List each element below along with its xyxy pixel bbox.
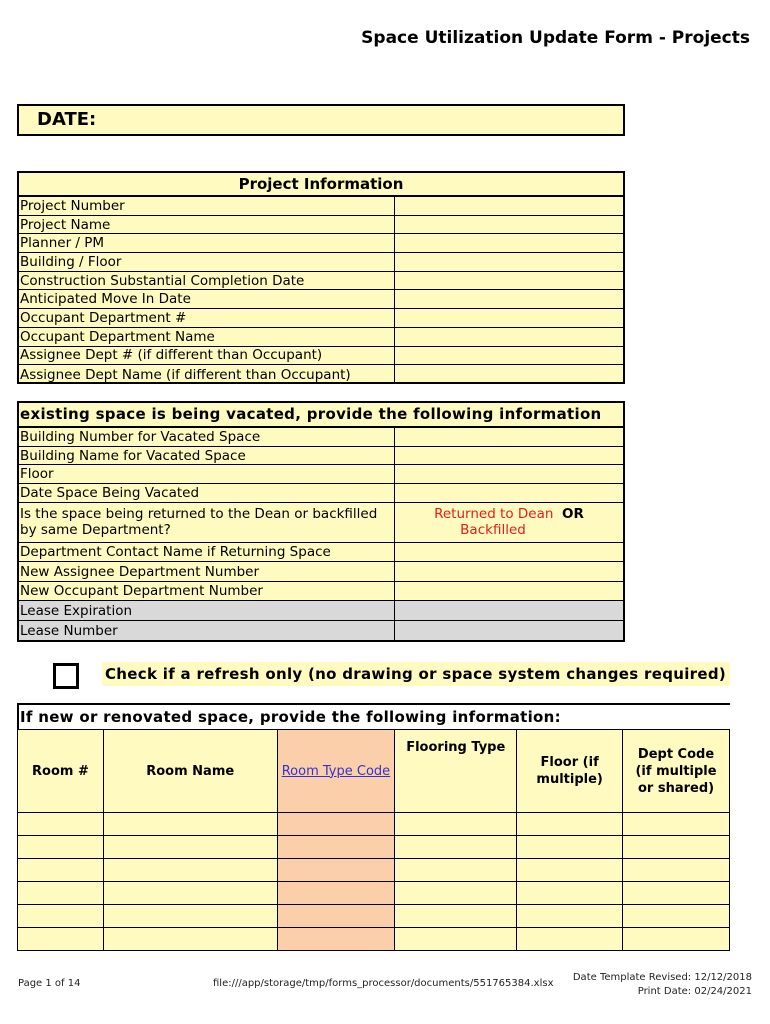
building-floor-row	[19, 253, 623, 272]
table-row	[18, 905, 730, 928]
table-row	[18, 928, 730, 951]
floor-cell[interactable]	[517, 905, 623, 928]
room-number-cell[interactable]	[18, 928, 104, 951]
row-label: Date Space Being Vacated	[19, 484, 395, 502]
flooring-type-col-header	[395, 730, 517, 813]
room-number-cell[interactable]	[18, 836, 104, 859]
row-label: New Assignee Department Number	[19, 562, 395, 581]
project-number-input[interactable]	[395, 197, 623, 215]
date-label: DATE:	[37, 109, 97, 130]
dept-header-line-1: Dept Code	[637, 746, 715, 762]
row-label: Lease Number	[19, 621, 395, 640]
project-number-row	[19, 197, 623, 216]
flooring-type-cell[interactable]	[395, 859, 517, 882]
vacated-date-row	[19, 484, 623, 503]
new-assignee-row	[19, 562, 623, 582]
planner-pm-input[interactable]	[395, 234, 623, 252]
assignee-dept-name-row	[19, 365, 623, 384]
project-info-header: Project Information	[19, 173, 623, 197]
building-floor-input[interactable]	[395, 253, 623, 271]
planner-pm-row	[19, 234, 623, 253]
move-in-date-row	[19, 290, 623, 309]
room-name-cell[interactable]	[103, 882, 277, 905]
row-label: Building Number for Vacated Space	[19, 428, 395, 446]
lease-number-input[interactable]	[395, 621, 623, 640]
page-number: Page 1 of 14	[18, 978, 81, 989]
new-occupant-input[interactable]	[395, 582, 623, 601]
room-type-code-cell[interactable]	[277, 905, 395, 928]
question-line-1: Is the space being returned to the Dean or backfilled	[20, 506, 378, 523]
lease-number-row	[19, 621, 623, 640]
return-or-backfill-choice[interactable]	[395, 503, 623, 542]
flooring-type-label: Flooring Type	[406, 740, 506, 755]
project-info-rows	[19, 197, 623, 384]
dept-contact-row	[19, 543, 623, 563]
flooring-type-cell[interactable]	[395, 928, 517, 951]
room-table	[17, 729, 730, 951]
new-occupant-row	[19, 582, 623, 602]
refresh-only-label: Check if a refresh only (no drawing or space system changes required)	[102, 662, 730, 686]
floor-cell[interactable]	[517, 859, 623, 882]
table-row	[18, 813, 730, 836]
room-type-code-cell[interactable]	[277, 859, 395, 882]
room-type-code-cell[interactable]	[277, 882, 395, 905]
dept-code-col-header	[623, 730, 730, 813]
dept-header-line-3: or shared)	[637, 780, 715, 796]
row-label: Lease Expiration	[19, 601, 395, 620]
flooring-type-cell[interactable]	[395, 836, 517, 859]
row-label: Construction Substantial Completion Date	[19, 272, 395, 290]
returned-to-dean-option[interactable]: Returned to Dean	[434, 505, 554, 522]
room-type-code-col-header	[277, 730, 395, 813]
room-number-cell[interactable]	[18, 859, 104, 882]
occupant-dept-name-input[interactable]	[395, 328, 623, 346]
row-label: Planner / PM	[19, 234, 395, 252]
template-revised-date: Date Template Revised: 12/12/2018	[572, 972, 752, 983]
room-type-code-cell[interactable]	[277, 813, 395, 836]
project-name-row	[19, 216, 623, 235]
return-question-label	[19, 503, 395, 542]
room-number-col-header: Room #	[18, 730, 104, 813]
dept-code-cell[interactable]	[623, 928, 730, 951]
dept-contact-input[interactable]	[395, 543, 623, 562]
row-label: Assignee Dept # (if different than Occupant)	[19, 347, 395, 365]
vacated-building-name-row	[19, 447, 623, 466]
new-assignee-input[interactable]	[395, 562, 623, 581]
question-line-2: by same Department?	[20, 522, 171, 539]
flooring-type-cell[interactable]	[395, 882, 517, 905]
occupant-dept-name-row	[19, 328, 623, 347]
row-label: Department Contact Name if Returning Space	[19, 543, 395, 562]
room-number-cell[interactable]	[18, 882, 104, 905]
row-label: Building Name for Vacated Space	[19, 447, 395, 465]
completion-date-input[interactable]	[395, 272, 623, 290]
floor-cell[interactable]	[517, 836, 623, 859]
dept-code-cell[interactable]	[623, 882, 730, 905]
backfilled-option[interactable]: Backfilled	[460, 521, 526, 538]
vacated-date-input[interactable]	[395, 484, 623, 502]
project-info-table	[17, 171, 625, 384]
date-field[interactable]	[17, 104, 625, 136]
print-date: Print Date: 02/24/2021	[637, 986, 752, 997]
room-name-cell[interactable]	[103, 905, 277, 928]
new-space-header: If new or renovated space, provide the following information:	[17, 703, 730, 729]
flooring-type-cell[interactable]	[395, 813, 517, 836]
room-number-cell[interactable]	[18, 905, 104, 928]
lease-expiration-input[interactable]	[395, 601, 623, 620]
completion-date-row	[19, 272, 623, 291]
project-name-input[interactable]	[395, 216, 623, 234]
floor-cell[interactable]	[517, 928, 623, 951]
dept-code-cell[interactable]	[623, 813, 730, 836]
row-label: Occupant Department Name	[19, 328, 395, 346]
room-name-col-header: Room Name	[103, 730, 277, 813]
row-label: Assignee Dept Name (if different than Occupant)	[19, 365, 395, 384]
row-label: Project Name	[19, 216, 395, 234]
flooring-type-cell[interactable]	[395, 905, 517, 928]
vacated-floor-row	[19, 465, 623, 484]
vacated-header: existing space is being vacated, provide the following information	[19, 403, 623, 428]
table-row	[18, 836, 730, 859]
row-label: New Occupant Department Number	[19, 582, 395, 601]
floor-cell[interactable]	[517, 882, 623, 905]
dept-header-line-2: (if multiple	[635, 763, 717, 779]
dept-code-cell[interactable]	[623, 905, 730, 928]
form-title: Space Utilization Update Form - Projects	[361, 28, 750, 48]
row-label: Project Number	[19, 197, 395, 215]
dept-code-cell[interactable]	[623, 859, 730, 882]
vacated-building-number-input[interactable]	[395, 428, 623, 446]
room-type-code-link[interactable]: Room Type Code	[281, 763, 391, 779]
vacated-building-number-row	[19, 428, 623, 447]
room-type-code-cell[interactable]	[277, 928, 395, 951]
vacated-space-table	[17, 401, 625, 642]
row-label: Floor	[19, 465, 395, 483]
floor-header-line-2: multiple)	[536, 772, 603, 787]
refresh-only-checkbox[interactable]	[53, 663, 79, 689]
file-path: file:///app/storage/tmp/forms_processor/documents/551765384.xlsx	[213, 978, 554, 989]
assignee-dept-name-input[interactable]	[395, 365, 623, 384]
dept-code-cell[interactable]	[623, 836, 730, 859]
table-row	[18, 882, 730, 905]
table-row	[18, 859, 730, 882]
room-name-cell[interactable]	[103, 859, 277, 882]
room-number-cell[interactable]	[18, 813, 104, 836]
room-name-cell[interactable]	[103, 928, 277, 951]
move-in-date-input[interactable]	[395, 290, 623, 308]
row-label: Occupant Department #	[19, 309, 395, 327]
floor-header-line-1: Floor (if	[540, 755, 599, 770]
return-or-backfill-row	[19, 503, 623, 543]
vacated-building-name-input[interactable]	[395, 447, 623, 465]
occupant-dept-num-input[interactable]	[395, 309, 623, 327]
floor-col-header	[517, 730, 623, 813]
occupant-dept-num-row	[19, 309, 623, 328]
room-name-cell[interactable]	[103, 836, 277, 859]
lease-expiration-row	[19, 601, 623, 621]
room-table-header	[18, 730, 730, 813]
room-name-cell[interactable]	[103, 813, 277, 836]
row-label: Anticipated Move In Date	[19, 290, 395, 308]
assignee-dept-num-row	[19, 347, 623, 366]
row-label: Building / Floor	[19, 253, 395, 271]
or-label: OR	[562, 505, 584, 522]
assignee-dept-num-input[interactable]	[395, 347, 623, 365]
vacated-floor-input[interactable]	[395, 465, 623, 483]
room-type-code-cell[interactable]	[277, 836, 395, 859]
floor-cell[interactable]	[517, 813, 623, 836]
